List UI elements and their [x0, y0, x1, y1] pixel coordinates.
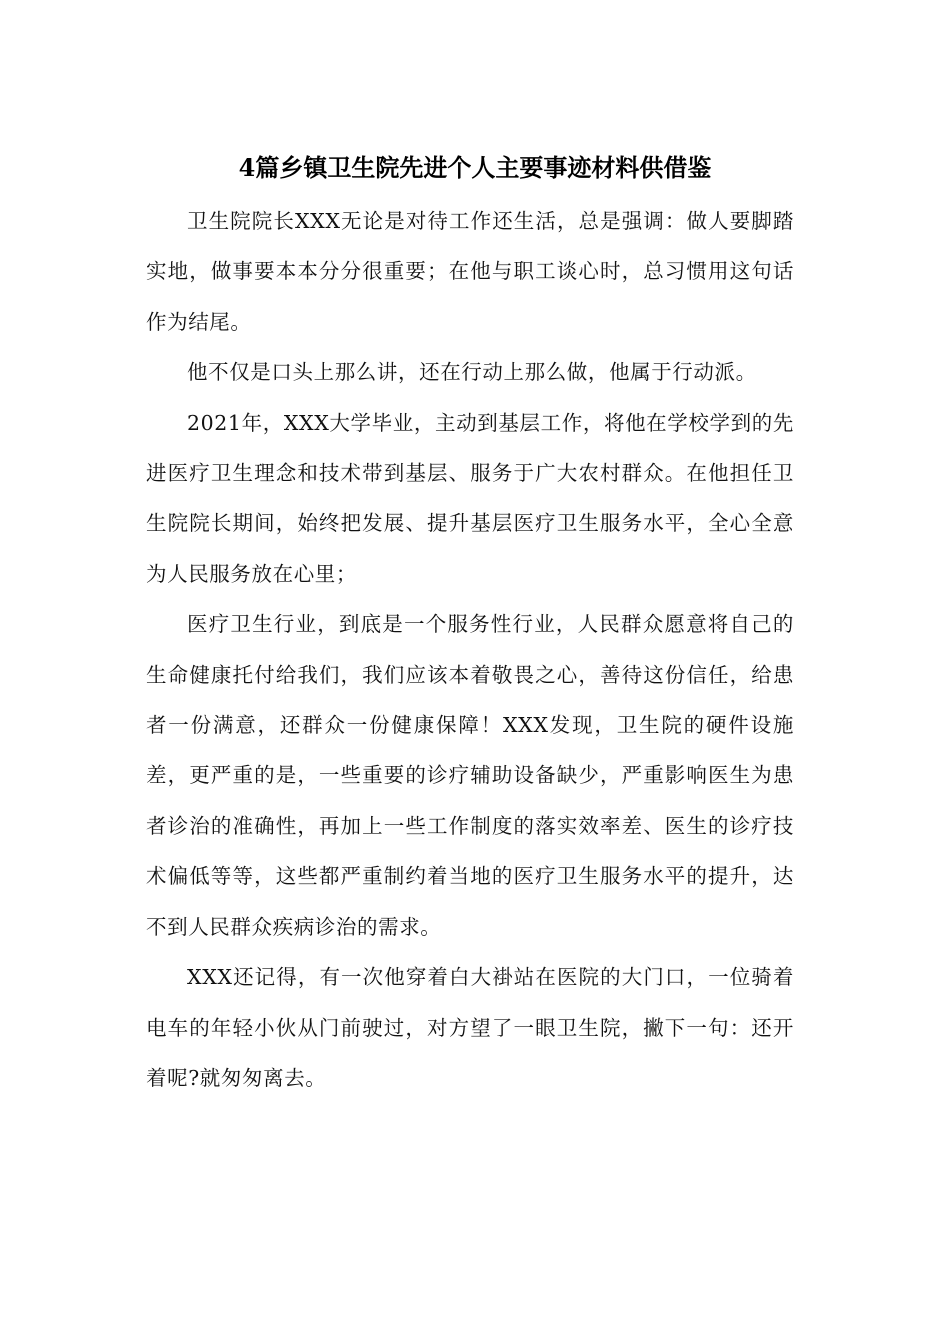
document-body [146, 196, 794, 1103]
paragraph-1: 卫生院院长XXX无论是对待工作还生活，总是强调：做人要脚踏实地，做事要本本分分很重要；在他与职工谈心时，总习惯用这句话作为结尾。 [146, 209, 794, 334]
paragraph-4: 医疗卫生行业，到底是一个服务性行业，人民群众愿意将自己的生命健康托付给我们，我们应该本着敬畏之心，善待这份信任，给患者一份满意，还群众一份健康保障！XXX发现，卫生院的硬件设施差，更严重的是，一些重要的诊疗辅助设备缺少，严重影响医生为患者诊治的准确性，再加上一些工作制度的落实效率差、医生的诊疗技术偏低等等，这些都严重制约着当地的医疗卫生服务水平的提升，达不到人民群众疾病诊治的需求。 [146, 612, 794, 939]
paragraph-3: 2021年，XXX大学毕业，主动到基层工作，将他在学校学到的先进医疗卫生理念和技术带到基层、服务于广大农村群众。在他担任卫生院院长期间，始终把发展、提升基层医疗卫生服务水平，全心全意为人民服务放在心里； [146, 410, 794, 586]
paragraph-2: 他不仅是口头上那么讲，还在行动上那么做，他属于行动派。 [187, 360, 757, 385]
document-title: 4篇乡镇卫生院先进个人主要事迹材料供借鉴 [238, 153, 712, 182]
paragraph-5: XXX还记得，有一次他穿着白大褂站在医院的大门口，一位骑着电车的年轻小伙从门前驶过，对方望了一眼卫生院，撇下一句：还开着呢?就匆匆离去。 [146, 965, 794, 1090]
